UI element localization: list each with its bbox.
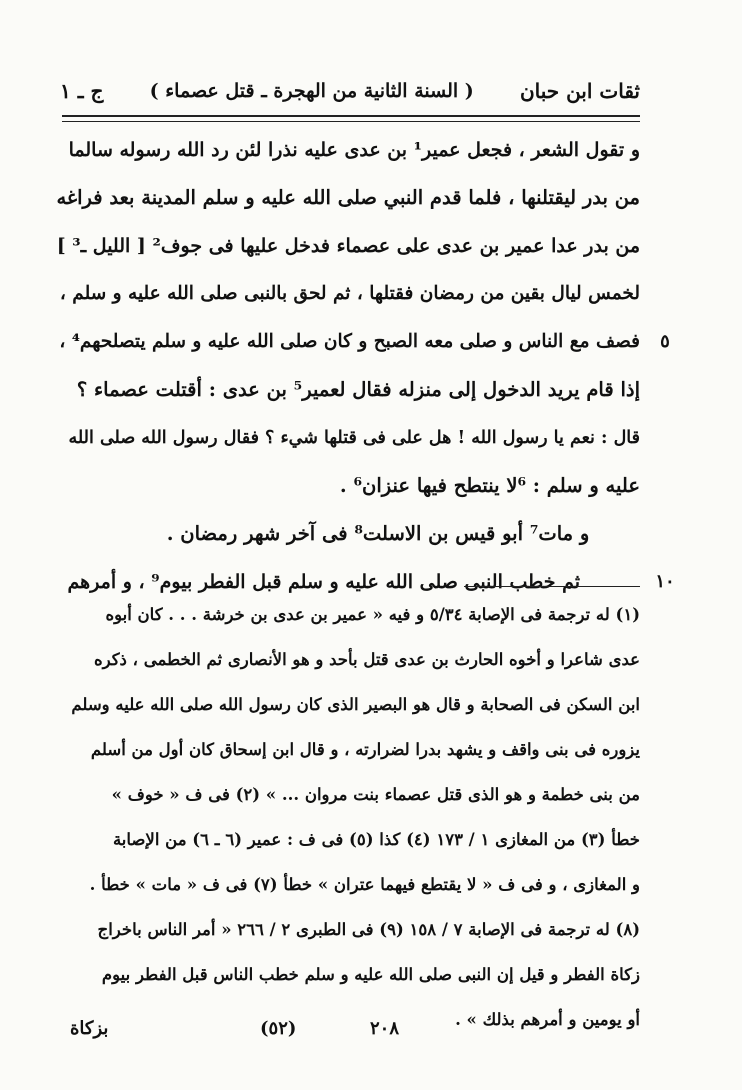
text-line: ٥ فصف مع الناس و صلى معه الصبح و كان صلى الله عليه و سلم يتصلحهم⁴ ،: [56, 318, 640, 366]
footnote-line: و المغازى ، و فى ف « لا يقتطع فيهما عتران » خطأ (٧) فى ف « مات » خطأ .: [89, 875, 640, 894]
text-line: إذا قام يريد الدخول إلى منزله فقال لعمير⁵ بن عدى : أقتلت عصماء ؟: [76, 378, 640, 401]
text-line: و تقول الشعر ، فجعل عمير¹ بن عدى عليه نذرا لئن رد الله رسوله سالما: [68, 139, 640, 161]
running-header: [60, 74, 640, 108]
text-line: قال : نعم يا رسول الله ! هل على فى قتلها شيء ؟ فقال رسول الله صلى الله: [68, 428, 640, 448]
header-book-title: ثقات ابن حبان: [519, 79, 640, 103]
footnote-line: عدى شاعرا و أخوه الحارث بن عدى قتل بأحد و هو الأنصارى ثم الخطمى ، ذكره: [93, 650, 640, 669]
footnotes: [56, 592, 640, 1042]
page-footer: [70, 1010, 630, 1050]
header-section-title: ( السنة الثانية من الهجرة ـ قتل عصماء ): [149, 80, 474, 102]
header-volume: ج ـ ١: [60, 79, 104, 103]
footnote-line: (١) له ترجمة فى الإصابة ٥/٣٤ و فيه « عمير بن عدى بن خرشة . . . كان أبوه: [105, 605, 640, 624]
footnote-line: زكاة الفطر و قيل إن النبى صلى الله عليه و سلم خطب الناس قبل الفطر بيوم: [101, 965, 640, 984]
footnote-line: أو يومين و أمرهم بذلك » .: [455, 1010, 640, 1029]
text-line: من بدر عدا عمير بن عدى على عصماء فدخل عليها فى جوف² [ الليل ـ³ ]: [56, 235, 640, 257]
page-number: ٢٠٨: [370, 1018, 400, 1039]
footnote-line: خطأ (٣) من المغازى ١ / ١٧٣ (٤) كذا (٥) فى ف : عمير (٦ ـ ٦) من الإصابة: [112, 830, 640, 849]
line-number: ٥: [660, 331, 670, 352]
catchword: بزكاة: [70, 1018, 109, 1039]
footnote-separator: [464, 586, 640, 587]
footnote-line: يزوره فى بنى واقف و يشهد بدرا لضرارته ، و قال ابن إسحاق كان أول من أسلم: [90, 740, 640, 759]
text-line: و مات⁷ أبو قيس بن الاسلت⁸ فى آخر شهر رمضان .: [166, 522, 590, 545]
footnote-line: من بنى خطمة و هو الذى قتل عصماء بنت مروان ... » (٢) فى ف « خوف »: [111, 785, 640, 804]
header-rule-thick: [62, 115, 640, 117]
text-line: من بدر ليقتلنها ، فلما قدم النبي صلى الله عليه و سلم المدينة بعد فراغه: [56, 186, 640, 209]
text-line: عليه و سلم : ⁶لا ينتطح فيها عنزان⁶ .: [339, 474, 640, 497]
header-rule-thin: [62, 121, 640, 122]
footnote-line: (٨) له ترجمة فى الإصابة ٧ / ١٥٨ (٩) فى الطبرى ٢ / ٢٦٦ « أمر الناس باخراج: [97, 920, 640, 939]
text-line: لخمس ليال بقين من رمضان فقتلها ، ثم لحق بالنبى صلى الله عليه و سلم ،: [59, 283, 640, 304]
sheet-signature: (٥٢): [260, 1018, 297, 1039]
text-line: ١٠ ثم خطب النبى صلى الله عليه و سلم قبل الفطر بيوم⁹ ، و أمرهم: [56, 558, 640, 606]
main-text: [56, 126, 675, 606]
footnote-line: ابن السكن فى الصحابة و قال هو البصير الذى كان رسول الله صلى الله عليه وسلم: [71, 695, 640, 714]
line-number: ١٠: [655, 571, 675, 592]
